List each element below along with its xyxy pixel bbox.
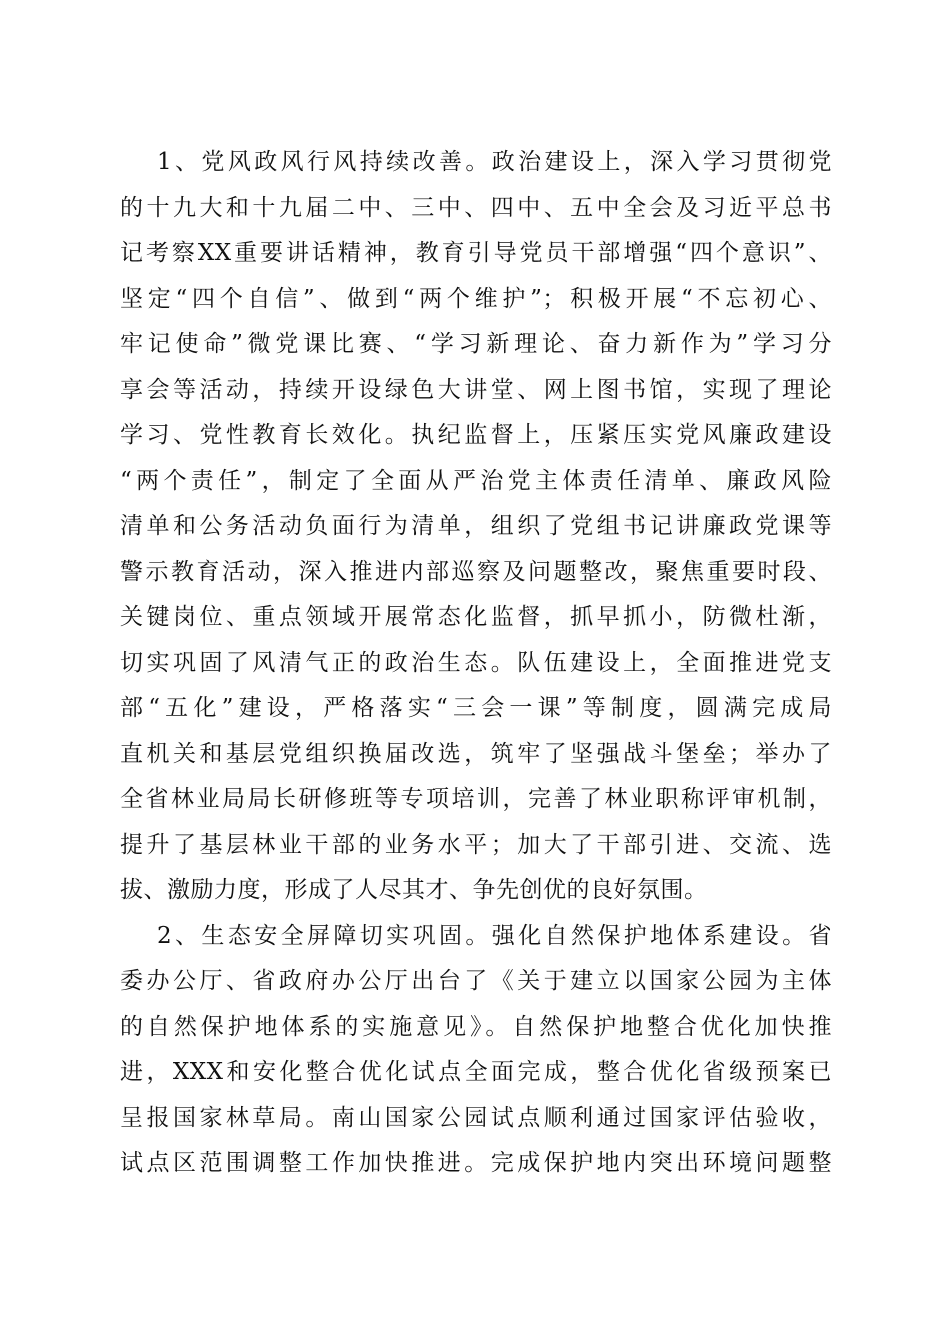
paragraph-1-line: 的十九大和十九届二中、三中、四中、五中全会及习近平总书 <box>120 194 832 221</box>
paragraph-1-line: 直机关和基层党组织换届改选，筑牢了坚强战斗堡垒；举办了 <box>120 740 832 767</box>
paragraph-1-line: 部“五化”建设，严格落实“三会一课”等制度，圆满完成局 <box>120 695 832 721</box>
paragraph-2-line: 试点区范围调整工作加快推进。完成保护地内突出环境问题整 <box>120 1150 832 1176</box>
paragraph-1-line: 学习、党性教育长效化。执纪监督上，压紧压实党风廉政建设 <box>120 422 832 448</box>
paragraph-1-line: 1、党风政风行风持续改善。政治建设上，深入学习贯彻党 <box>157 149 832 175</box>
document-body <box>120 140 832 1187</box>
paragraph-2-line: 委办公厅、省政府办公厅出台了《关于建立以国家公园为主体 <box>120 968 832 994</box>
paragraph-2-line: 进，XXX和安化整合优化试点全面完成，整合优化省级预案已 <box>120 1059 832 1085</box>
paragraph-1-line: 全省林业局局长研修班等专项培训，完善了林业职称评审机制， <box>120 786 832 812</box>
paragraph-2-line: 的自然保护地体系的实施意见》。自然保护地整合优化加快推 <box>120 1013 832 1040</box>
paragraph-1-line: 牢记使命”微党课比赛、“学习新理论、奋力新作为”学习分 <box>120 331 832 357</box>
paragraph-1-line: 享会等活动，持续开设绿色大讲堂、网上图书馆，实现了理论 <box>120 376 832 403</box>
paragraph-1-line: “两个责任”，制定了全面从严治党主体责任清单、廉政风险 <box>120 467 832 494</box>
paragraph-1-line: 坚定“四个自信”、做到“两个维护”；积极开展“不忘初心、 <box>120 285 832 312</box>
paragraph-2-line: 呈报国家林草局。南山国家公园试点顺利通过国家评估验收， <box>120 1104 832 1131</box>
paragraph-1-line: 拔、激励力度，形成了人尽其才、争先创优的良好氛围。 <box>120 877 708 903</box>
paragraph-2-line: 2、生态安全屏障切实巩固。强化自然保护地体系建设。省 <box>157 922 832 949</box>
paragraph-2 <box>120 914 832 1187</box>
paragraph-1 <box>120 140 832 914</box>
paragraph-1-line: 记考察XX重要讲话精神，教育引导党员干部增强“四个意识”、 <box>120 240 832 266</box>
paragraph-1-line: 关键岗位、重点领域开展常态化监督，抓早抓小，防微杜渐， <box>120 604 832 630</box>
paragraph-1-line: 提升了基层林业干部的业务水平；加大了干部引进、交流、选 <box>120 831 832 858</box>
paragraph-1-line: 清单和公务活动负面行为清单，组织了党组书记讲廉政党课等 <box>120 513 832 539</box>
paragraph-1-line: 警示教育活动，深入推进内部巡察及问题整改，聚焦重要时段、 <box>120 558 832 585</box>
paragraph-1-line: 切实巩固了风清气正的政治生态。队伍建设上，全面推进党支 <box>120 649 832 676</box>
